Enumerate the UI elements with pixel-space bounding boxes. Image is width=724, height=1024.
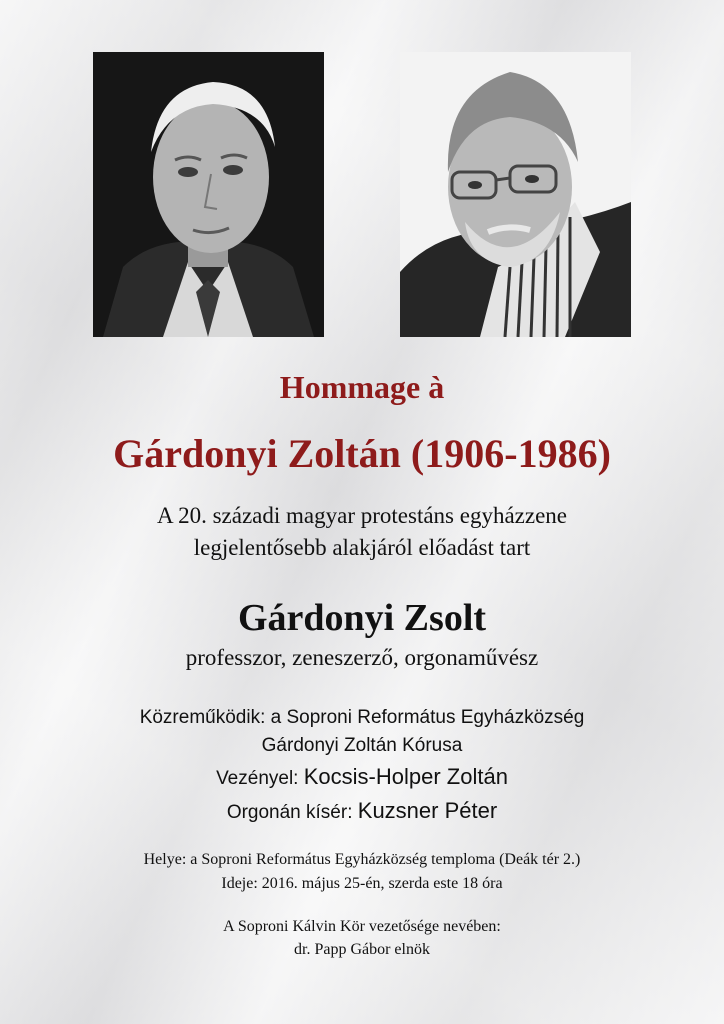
portrait-man-with-glasses-image bbox=[400, 52, 631, 337]
speaker-name: Gárdonyi Zsolt bbox=[237, 597, 487, 639]
signature-line-1: A Soproni Kálvin Kör vezetősége nevében: bbox=[223, 918, 501, 935]
organist-name: Kuzsner Péter bbox=[357, 798, 498, 823]
contributors-line-1: Közreműködik: a Soproni Református Egyházközség bbox=[139, 707, 585, 728]
organist-line bbox=[0, 798, 724, 824]
signature-line-2: dr. Papp Gábor elnök bbox=[294, 941, 430, 958]
intro-line-2: legjelentősebb alakjáról előadást tart bbox=[193, 535, 531, 560]
event-date: Ideje: 2016. május 25-én, szerda este 18 óra bbox=[221, 875, 503, 892]
conductor-name: Kocsis-Holper Zoltán bbox=[303, 764, 508, 789]
contributors-line-2: Gárdonyi Zoltán Kórusa bbox=[261, 735, 463, 756]
event-venue: Helye: a Soproni Református Egyházközség temploma (Deák tér 2.) bbox=[143, 851, 581, 868]
event-title: Gárdonyi Zoltán (1906-1986) bbox=[113, 431, 611, 476]
portrait-elderly-man-image bbox=[93, 52, 324, 337]
portrait-gardonyi-zsolt bbox=[400, 52, 631, 337]
conductor-line bbox=[0, 764, 724, 790]
speaker-titles: professzor, zeneszerző, orgonaművész bbox=[185, 645, 539, 670]
portrait-gardonyi-zoltan bbox=[93, 52, 324, 337]
intro-line-1: A 20. századi magyar protestáns egyházzene bbox=[157, 503, 567, 528]
conductor-label: Vezényel: bbox=[216, 768, 299, 789]
event-subtitle: Hommage à bbox=[279, 369, 445, 405]
organist-label: Orgonán kísér: bbox=[226, 802, 353, 823]
